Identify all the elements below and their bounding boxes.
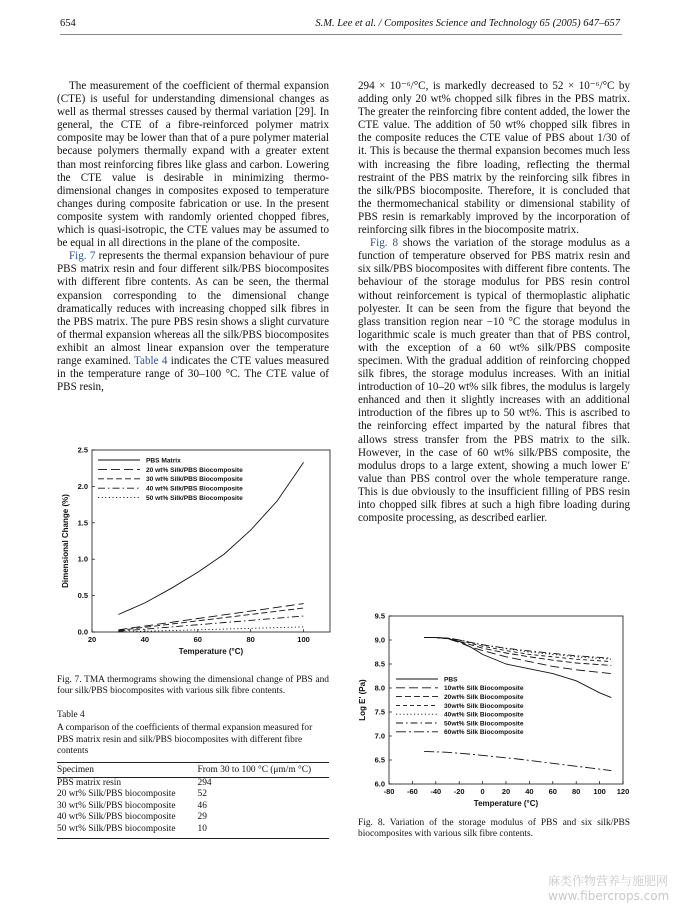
y-tick-label: 0.0 (77, 627, 88, 637)
x-tick-label: 20 (87, 635, 97, 644)
running-header (60, 18, 620, 34)
series-line-4 (424, 638, 611, 662)
fig7-chart (55, 438, 335, 666)
y-tick-label: 6.0 (374, 779, 385, 789)
table-cell-cte: 52 (197, 789, 207, 800)
series-line-4 (118, 616, 303, 631)
right-column-text (358, 80, 630, 525)
table4-header-cte: From 30 to 100 °C (μm/m °C) (194, 762, 329, 777)
x-tick-label: 100 (297, 635, 310, 644)
legend-label: 30 wt% Silk/PBS Biocomposite (146, 476, 243, 484)
table-row (57, 789, 329, 801)
watermark: 麻类作物营养与施肥网 www.fibercrops.com (548, 874, 670, 903)
y-tick-label: 7.0 (374, 731, 385, 741)
legend-label: 60wt% Silk Biocomposite (444, 729, 524, 737)
table-cell-specimen: 30 wt% Silk/PBS biocomposite (57, 800, 176, 811)
table-row (57, 777, 329, 789)
x-tick-label: 100 (593, 787, 606, 796)
y-tick-label: 8.5 (374, 659, 385, 669)
table-cell-cte: 46 (197, 800, 207, 811)
y-tick-label: 2.0 (77, 481, 88, 491)
x-tick-label: 40 (525, 787, 534, 796)
x-tick-label: -40 (430, 787, 442, 796)
x-axis-label: Temperature (°C) (473, 799, 539, 808)
paragraph-cte-conclusion: 294 × 10⁻⁶/°C, is markedly decreased to 52 × 10⁻⁶/°C by adding only 20 wt% chopped silk fibres in the PBS matrix. The greater the reinforcing fibre content added, the lower the CTE value. The addition of 50 wt% chopped silk fibres in the composite reduces the CTE value of PBS about 1/30 of it. This is because the thermal expansion becomes much less with increasing the fibre loading, reflecting the thermal restraint of the PBS matrix by the reinforcing silk fibres in the silk/PBS biocomposite. Therefore, it is concluded that the thermomechanical stability or dimensional stability of PBS resin is remarkably improved by the incorporation of reinforcing silk fibres in the biocomposite matrix. (358, 80, 630, 237)
y-tick-label: 9.5 (374, 611, 385, 621)
paragraph-fig7-discussion: Fig. 7 represents the thermal expansion behaviour of pure PBS matrix resin and four different silk/PBS biocomposites with different fibre contents. As can be seen, the thermal expansion corresponding to the dimensional change dramatically reduces with increasing chopped silk fibres in the PBS matrix. The pure PBS resin shows a slight curvature of thermal expansion whereas all the silk/PBS biocomposites exhibit an almost linear expansion over the temperature range examined. Table 4 indicates the CTE values measured in the temperature range of 30–100 °C. The CTE value of PBS resin, (57, 250, 329, 394)
x-tick-label: 0 (480, 787, 485, 796)
x-tick-label: 20 (501, 787, 511, 796)
y-axis-label: Dimensional Change (%) (61, 494, 70, 588)
fig7-caption: Fig. 7. TMA thermograms showing the dimensional change of PBS and four silk/PBS biocomposites with various silk fibre contents. (57, 675, 329, 697)
legend-label: PBS (444, 676, 458, 684)
y-axis-label: Log E' (Pa) (358, 679, 367, 721)
x-axis-label: Temperature (°C) (178, 647, 244, 656)
table-cell-cte: 10 (194, 824, 329, 838)
running-title: S.M. Lee et al. / Composites Science and Technology 65 (2005) 647–657 (315, 18, 620, 29)
table-cell-cte: 294 (197, 777, 212, 788)
x-tick-label: 40 (140, 635, 150, 644)
table4 (57, 710, 329, 839)
table4-caption: A comparison of the coefficients of thermal expansion measured for PBS matrix resin and silk/PBS biocomposites with different fibre contents (57, 723, 313, 757)
table-cell-cte: 29 (197, 812, 207, 823)
table-cell-specimen: 40 wt% Silk/PBS biocomposite (57, 812, 176, 823)
y-tick-label: 0.5 (77, 591, 88, 601)
y-tick-label: 1.0 (77, 554, 88, 564)
table4-link[interactable]: Table 4 (134, 354, 168, 367)
table-row (57, 824, 329, 838)
x-tick-label: 60 (548, 787, 557, 796)
table-row (57, 801, 329, 813)
y-tick-label: 6.5 (374, 755, 385, 765)
series-line-7 (424, 751, 611, 770)
legend-label: 10wt% Silk Biocomposite (444, 685, 524, 693)
fig8-link[interactable]: Fig. 8 (370, 237, 399, 250)
fig7-link[interactable]: Fig. 7 (69, 250, 96, 263)
series-line-3 (118, 608, 303, 631)
legend-label: PBS Matrix (146, 457, 181, 465)
legend-label: 50wt% Silk Biocomposite (444, 720, 524, 728)
x-tick-label: 80 (246, 635, 255, 644)
x-tick-label: 80 (572, 787, 581, 796)
y-tick-label: 7.5 (374, 707, 385, 717)
paragraph-cte-intro: The measurement of the coefficient of thermal expansion (CTE) is useful for understanding dimensional changes as well as thermal stresses caused by thermal variation [29]. In general, the CTE of a fibre-reinforced polymer matrix composite may be lower than that of a pure polymer material because polymers thermally expand with a greater extent than most reinforcing fibres like glass and carbon. Lowering the CTE value is desirable in minimizing thermo-dimensional changes in composites exposed to temperature changes during composite fabrication or use. In the present composite system with randomly oriented chopped fibres, which is quasi-isotropic, the CTE values may be assumed to be equal in all directions in the plane of the composite. (57, 80, 329, 250)
x-tick-label: -60 (406, 787, 418, 796)
x-tick-label: -20 (453, 787, 465, 796)
legend-label: 40wt% Silk Biocomposite (444, 711, 524, 719)
legend-label: 20 wt% Silk/PBS Biocomposite (146, 466, 243, 474)
x-tick-label: 120 (616, 787, 630, 796)
y-tick-label: 2.5 (77, 445, 88, 455)
fig8-caption: Fig. 8. Variation of the storage modulus of PBS and six silk/PBS biocomposites with various silk fibre contents. (358, 818, 630, 840)
series-line-5 (118, 627, 303, 632)
y-tick-label: 9.0 (374, 635, 385, 645)
legend-label: 40 wt% Silk/PBS Biocomposite (146, 485, 243, 493)
table-row (57, 812, 329, 824)
fig8-chart (355, 608, 637, 814)
table-cell-specimen: 20 wt% Silk/PBS biocomposite (57, 789, 176, 800)
left-column-text (57, 80, 329, 394)
y-tick-label: 8.0 (374, 683, 385, 693)
header-rule (60, 34, 622, 35)
legend-label: 30wt% Silk Biocomposite (444, 702, 524, 710)
series-line-2 (424, 638, 611, 674)
table-cell-specimen: 50 wt% Silk/PBS biocomposite (57, 824, 194, 838)
series-line-2 (118, 604, 303, 630)
x-tick-label: 60 (193, 635, 202, 644)
table4-grid (57, 762, 329, 839)
paragraph-fig8-discussion: Fig. 8 shows the variation of the storage modulus as a function of temperature observed for PBS matrix resin and six silk/PBS biocomposites with different fibre contents. The behaviour of the storage modulus for PBS resin control without reinforcement is typical of thermoplastic aliphatic polyester. It can be seen from the figure that beyond the glass transition region near −10 °C the storage modulus in logarithmic scale is much greater than that of PBS control, with the exception of a 60 wt% silk/PBS composite specimen. With the gradual addition of reinforcing chopped silk fibres, the storage modulus increases. With an initial introduction of 10–20 wt% silk fibres, the modulus is largely enhanced and then it slightly increases with an additional introduction of the fibres up to 50 wt%. This is ascribed to the reinforcing effect imparted by the natural fibres that allows stress transfer from the PBS matrix to the silk. However, in the case of 60 wt% silk/PBS composite, the modulus drops to a large extent, showing a much lower E′ value than PBS control over the whole temperature range. This is due obviously to the insufficient filling of PBS resin into chopped silk fibres at such a high fibre loading during composite processing, as described earlier. (358, 237, 630, 525)
table4-header-specimen: Specimen (57, 762, 194, 777)
series-line-3 (424, 638, 611, 666)
x-tick-label: -80 (383, 787, 395, 796)
legend-label: 50 wt% Silk/PBS Biocomposite (146, 495, 243, 502)
y-tick-label: 1.5 (77, 518, 88, 528)
page-number: 654 (60, 18, 76, 29)
table4-label: Table 4 (57, 710, 85, 720)
table-cell-specimen: PBS matrix resin (57, 777, 122, 788)
legend-label: 20wt% Silk Biocomposite (444, 694, 524, 701)
